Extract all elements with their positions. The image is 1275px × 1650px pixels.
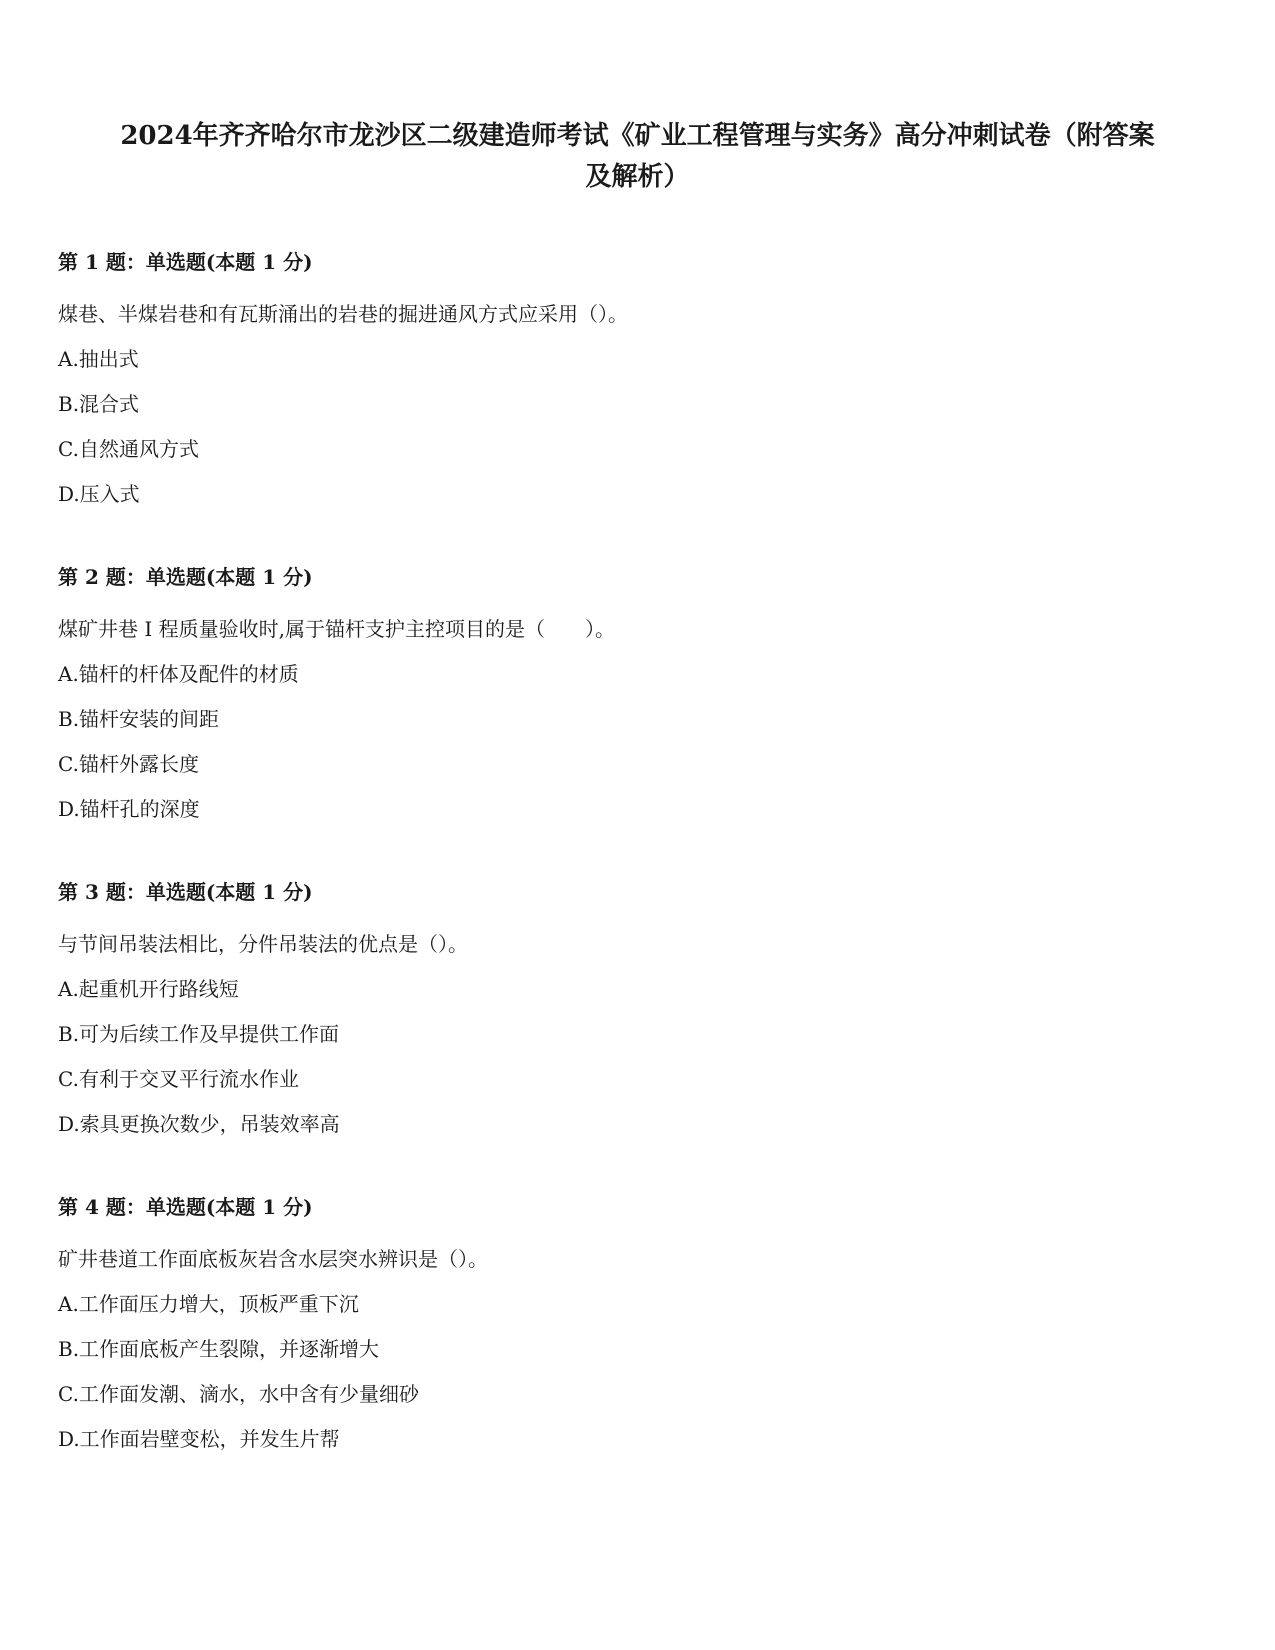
question-heading: 第 4 题：单选题(本题 1 分) — [58, 1195, 313, 1219]
option-d: D.锚杆孔的深度 — [58, 797, 200, 821]
question-4 — [58, 1192, 1218, 1454]
question-3 — [58, 877, 1218, 1139]
question-2 — [58, 562, 1218, 824]
option-a: A.抽出式 — [58, 347, 139, 371]
option-c: C.有利于交叉平行流水作业 — [58, 1067, 299, 1091]
option-a: A.起重机开行路线短 — [58, 977, 239, 1001]
document-title — [40, 116, 1235, 198]
question-1 — [58, 247, 1218, 509]
option-c: C.锚杆外露长度 — [58, 752, 199, 776]
option-c: C.自然通风方式 — [58, 437, 199, 461]
option-d: D.工作面岩壁变松，并发生片帮 — [58, 1427, 340, 1451]
option-a: A.工作面压力增大，顶板严重下沉 — [58, 1292, 359, 1316]
option-b: B.工作面底板产生裂隙，并逐渐增大 — [58, 1337, 380, 1361]
question-heading: 第 1 题：单选题(本题 1 分) — [58, 250, 313, 274]
question-heading: 第 2 题：单选题(本题 1 分) — [58, 565, 313, 589]
option-b: B.混合式 — [58, 392, 140, 416]
question-stem: 煤巷、半煤岩巷和有瓦斯涌出的岩巷的掘进通风方式应采用（）。 — [58, 302, 628, 326]
question-stem: 矿井巷道工作面底板灰岩含水层突水辨识是（）。 — [58, 1247, 488, 1271]
option-b: B.锚杆安装的间距 — [58, 707, 220, 731]
option-a: A.锚杆的杆体及配件的材质 — [58, 662, 299, 686]
question-stem: 煤矿井巷 I 程质量验收时,属于锚杆支护主控项目的是（ ）。 — [58, 617, 615, 641]
question-stem: 与节间吊装法相比，分件吊装法的优点是（）。 — [58, 932, 468, 956]
option-c: C.工作面发潮、滴水，水中含有少量细砂 — [58, 1382, 419, 1406]
question-heading: 第 3 题：单选题(本题 1 分) — [58, 880, 313, 904]
option-b: B.可为后续工作及早提供工作面 — [58, 1022, 340, 1046]
document-title-line-2: 及解析） — [585, 162, 690, 192]
document-title-line-1: 2024年齐齐哈尔市龙沙区二级建造师考试《矿业工程管理与实务》高分冲刺试卷（附答案 — [120, 121, 1155, 151]
option-d: D.压入式 — [58, 482, 140, 506]
option-d: D.索具更换次数少，吊装效率高 — [58, 1112, 340, 1136]
